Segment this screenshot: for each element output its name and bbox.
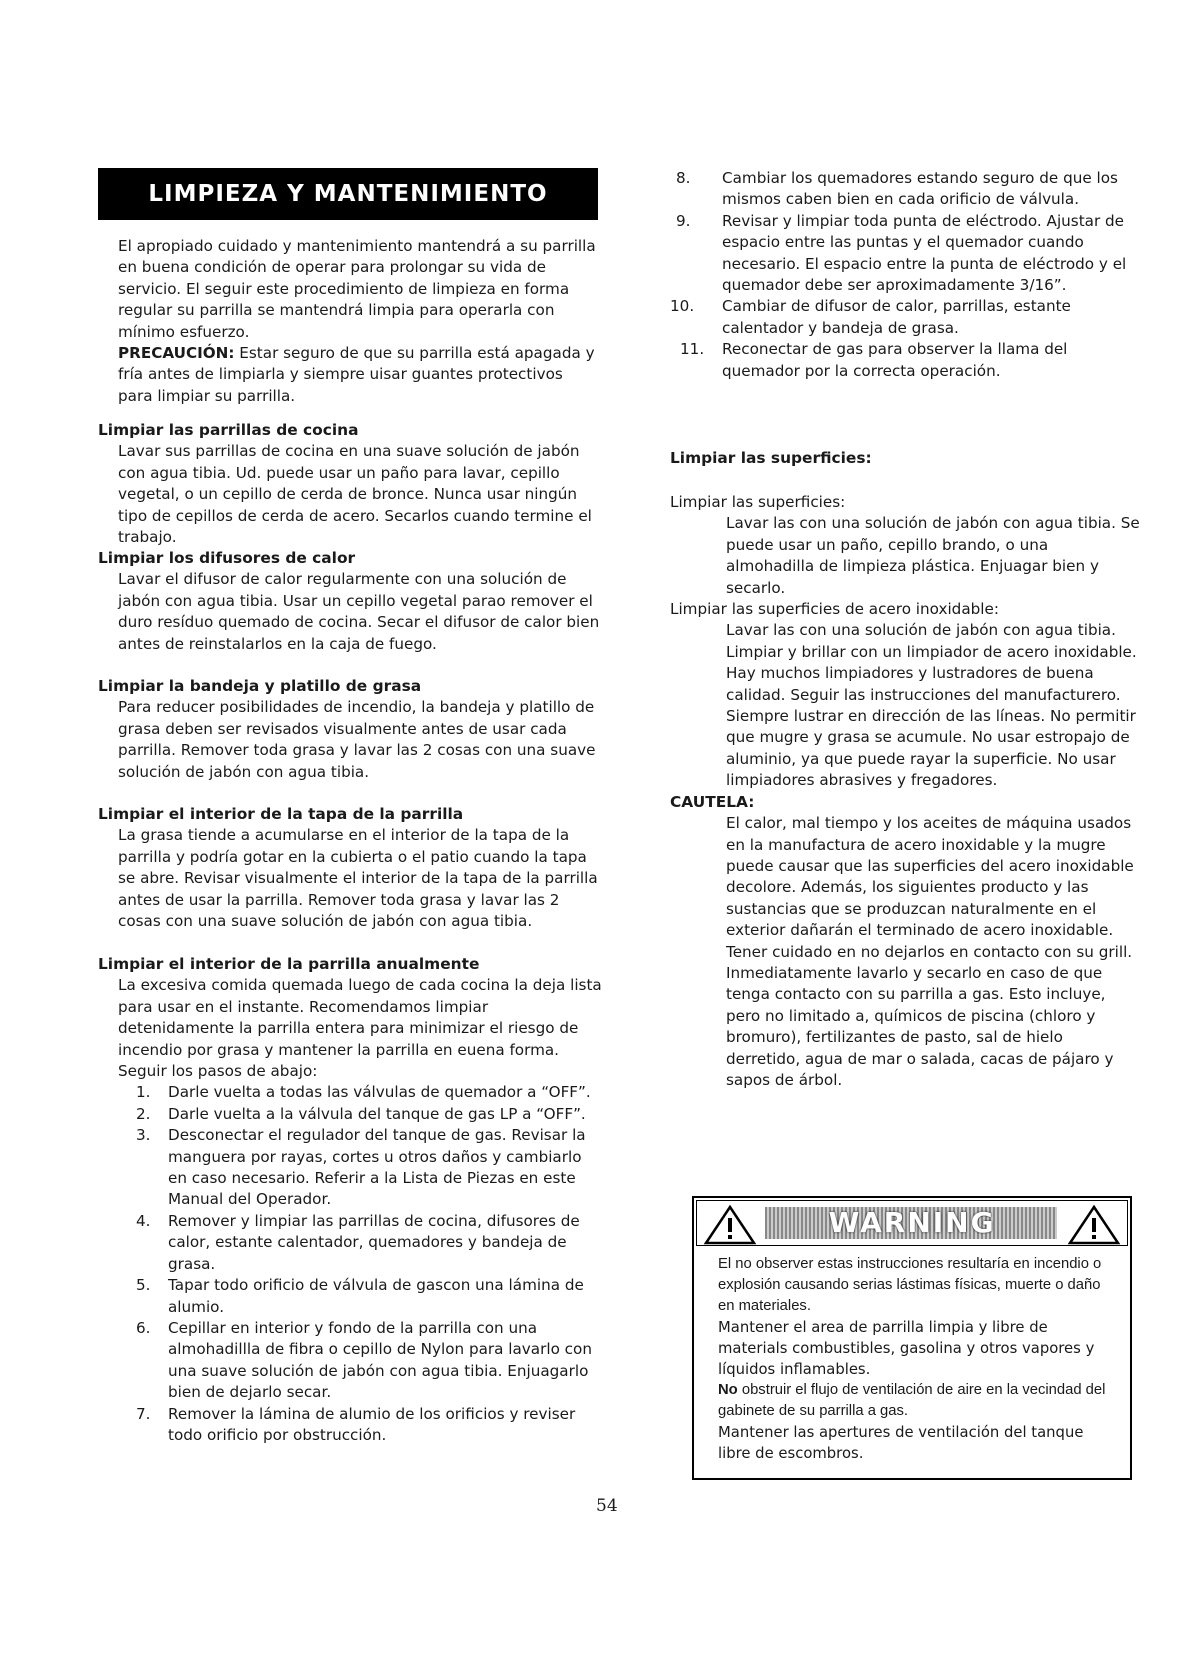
- section-body: Para reducer posibilidades de incendio, la bandeja y platillo de grasa deben ser revisados visualmente antes de usar cada parrilla. Remover toda grasa y lavar las 2 cosas con una suave solución de jabón con agua tibia.: [118, 698, 596, 781]
- surfaces-text: Lavar las con una solución de jabón con agua tibia. Se puede usar un paño, cepillo brando, o una almohadilla de limpieza plástica. Enjuagar bien y secarlo.: [726, 514, 1140, 597]
- list-item: [98, 1275, 603, 1318]
- warning-triangle-icon: [1067, 1204, 1121, 1246]
- steps-list-left: [98, 1082, 603, 1446]
- step-number: 6.: [136, 1318, 151, 1337]
- step-text: Cambiar de difusor de calor, parrillas, estante calentador y bandeja de grasa.: [722, 297, 1071, 337]
- warning-text: El no observer estas instrucciones resultaría en incendio o explosión causando serias lástimas físicas, muerte o daño en materiales.: [718, 1256, 1102, 1314]
- warning-text: [718, 1380, 1118, 1422]
- section-annual: [98, 954, 603, 1446]
- list-item: [670, 339, 1135, 382]
- steel-label: Limpiar las superficies de acero inoxidable:: [670, 600, 999, 619]
- section-grates: [98, 420, 603, 548]
- precaution-label: PRECAUCIÓN:: [118, 344, 235, 363]
- warning-triangle-icon: [703, 1204, 757, 1246]
- warning-box: [692, 1196, 1132, 1480]
- warning-text-rest: obstruir el flujo de ventilación de aire en la vecindad del gabinete de su parrilla a gas.: [718, 1382, 1106, 1419]
- list-item: [670, 296, 1135, 339]
- step-number: 1.: [136, 1083, 151, 1102]
- section-diffusers: [98, 548, 603, 655]
- cautela-label: CAUTELA:: [670, 792, 755, 811]
- step-number: 8.: [676, 169, 691, 187]
- precaution-line: [118, 343, 600, 407]
- step-text: Reconectar de gas para observer la llama del quemador por la correcta operación.: [722, 340, 1068, 380]
- cautela-text: El calor, mal tiempo y los aceites de máquina usados en la manufactura de acero inoxidable y la mugre puede causar que las superficies del acero inoxidable decolore. Además, los siguientes producto y las sustancias que se produzcan naturalmente en el exterior dañarán el terminado de acero inoxidable. Tener cuidado en no dejarlos en contacto con su grill. Inmediatamente lavarlo y secarlo en caso de que tenga contacto con su parrilla a gas. Esto incluye, pero no limitado a, químicos de piscina (chloro y bromuro), fertilizantes de pasto, sal de hielo derretido, agua de mar o salada, cacas de pájaro y sapos de árbol.: [726, 814, 1134, 1089]
- list-item: [98, 1082, 603, 1103]
- section-heading: Limpiar los difusores de calor: [98, 549, 356, 567]
- precaution-text: Estar seguro de que su parrilla está apagada y fría antes de limpiarla y siempre uisar guantes protectivos para limpiar su parrilla.: [118, 344, 595, 405]
- section-heading: Limpiar la bandeja y platillo de grasa: [98, 677, 422, 695]
- step-number: 2.: [136, 1104, 151, 1123]
- step-number: 10.: [670, 297, 695, 316]
- section-body: La excesiva comida quemada luego de cada cocina la deja lista para usar en el instante. Recomendamos limpiar detenidamente la parrilla entera para minimizar el riesgo de incendio por grasa y mantener la parrilla en euena forma. Seguir los pasos de abajo:: [118, 976, 602, 1081]
- section-heading: Limpiar el interior de la tapa de la parrilla: [98, 805, 464, 823]
- intro-text: El apropiado cuidado y mantenimiento mantendrá a su parrilla en buena condición de operar para prolongar su vida de servicio. El seguir este procedimiento de limpieza en forma regular su parrilla se mantendrá limpia para operarla con mínimo esfuerzo.: [118, 237, 596, 341]
- surfaces-label: Limpiar las superficies:: [670, 493, 846, 511]
- steel-text: Lavar las con una solución de jabón con agua tibia. Limpiar y brillar con un limpiador de acero inoxidable. Hay muchos limpiadores y lustradores de buena calidad. Seguir las instrucciones del manufacturero. Siempre lustrar en dirección de las líneas. No permitir que mugre y grasa se acumule. No usar estropajo de aluminio, ya que puede rayar la superficie. No usar limpiadores abrasives y fregadores.: [726, 621, 1137, 790]
- step-number: 7.: [136, 1404, 151, 1423]
- step-number: 5.: [136, 1276, 151, 1295]
- list-item: [98, 1125, 603, 1211]
- section-heading: Limpiar el interior de la parrilla anualmente: [98, 955, 480, 973]
- section-grease-tray: [98, 676, 603, 783]
- warning-header: [696, 1200, 1128, 1246]
- step-number: 3.: [136, 1126, 151, 1145]
- step-text: Desconectar el regulador del tanque de gas. Revisar la manguera por rayas, cortes u otros daños y cambiarlo en caso necesario. Referir a la Lista de Piezas en este Manual del Operador.: [168, 1126, 586, 1209]
- section-title: LIMPIEZA Y MANTENIMIENTO: [98, 168, 598, 220]
- list-item: [670, 168, 1135, 211]
- list-item: [98, 1318, 603, 1404]
- warning-text: Mantener el area de parrilla limpia y libre de materials combustibles, gasolina y otros vapores y líquidos inflamables.: [718, 1319, 1095, 1378]
- step-number: 4.: [136, 1211, 151, 1230]
- step-text: Darle vuelta a la válvula del tanque de gas LP a “OFF”.: [168, 1104, 586, 1123]
- section-heading: Limpiar las superficies:: [670, 449, 872, 467]
- step-text: Remover la lámina de alumio de los orificios y reviser todo orificio por obstrucción.: [168, 1404, 576, 1444]
- surfaces-section: [670, 492, 1140, 1091]
- page-number: 54: [596, 1496, 618, 1516]
- list-item: [98, 1404, 603, 1447]
- section-body: La grasa tiende a acumularse en el interior de la tapa de la parrilla y podría gotar en la cubierta o el patio cuando la tapa se abre. Revisar visualmente el interior de la tapa de la parrilla antes de usar la parrilla. Remover toda grasa y lavar las 2 cosas con una suave solución de jabón con agua tibia.: [118, 826, 598, 931]
- section-heading: Limpiar las parrillas de cocina: [98, 421, 359, 439]
- list-item: [670, 211, 1135, 297]
- list-item: [98, 1211, 603, 1275]
- section-body: Lavar sus parrillas de cocina en una suave solución de jabón con agua tibia. Ud. puede usar un paño para lavar, cepillo vegetal, o un cepillo de cerda de bronce. Nunca usar ningún tipo de cepillos de cerda de acero. Secarlos cuando termine el trabajo.: [118, 442, 592, 547]
- step-text: Tapar todo orificio de válvula de gascon una lámina de alumio.: [168, 1276, 584, 1316]
- step-text: Darle vuelta a todas las válvulas de quemador a “OFF”.: [168, 1083, 591, 1102]
- step-text: Remover y limpiar las parrillas de cocina, difusores de calor, estante calentador, quemadores y bandeja de grasa.: [168, 1211, 580, 1273]
- warning-bold: No: [718, 1382, 738, 1398]
- step-text: Revisar y limpiar toda punta de eléctrodo. Ajustar de espacio entre las puntas y el quemador cuando necesario. El espacio entre la punta de eléctrodo y el quemador debe ser aproximadamente 3/16”.: [722, 211, 1127, 295]
- warning-text: Mantener las apertures de ventilación del tanque libre de escombros.: [718, 1424, 1084, 1462]
- step-number: 11.: [680, 340, 705, 359]
- steps-list-right: [670, 168, 1135, 382]
- intro-paragraph: [118, 236, 600, 407]
- warning-body: [718, 1254, 1118, 1464]
- warning-label: WARNING: [828, 1206, 996, 1239]
- step-number: 9.: [676, 211, 691, 230]
- section-lid-interior: [98, 804, 603, 932]
- step-text: Cambiar los quemadores estando seguro de que los mismos caben bien en cada orificio de válvula.: [722, 169, 1118, 209]
- surfaces-heading: [670, 448, 1140, 469]
- step-text: Cepillar en interior y fondo de la parrilla con una almohadillla de fibra o cepillo de Nylon para lavarlo con una suave solución de jabón con agua tibia. Enjuagarlo bien de dejarlo secar.: [168, 1318, 592, 1402]
- section-body: Lavar el difusor de calor regularmente con una solución de jabón con agua tibia. Usar un cepillo vegetal parao remover el duro resíduo quemado de cocina. Secar el difusor de calor bien antes de reinstalarlos en la caja de fuego.: [118, 570, 600, 653]
- list-item: [98, 1104, 603, 1125]
